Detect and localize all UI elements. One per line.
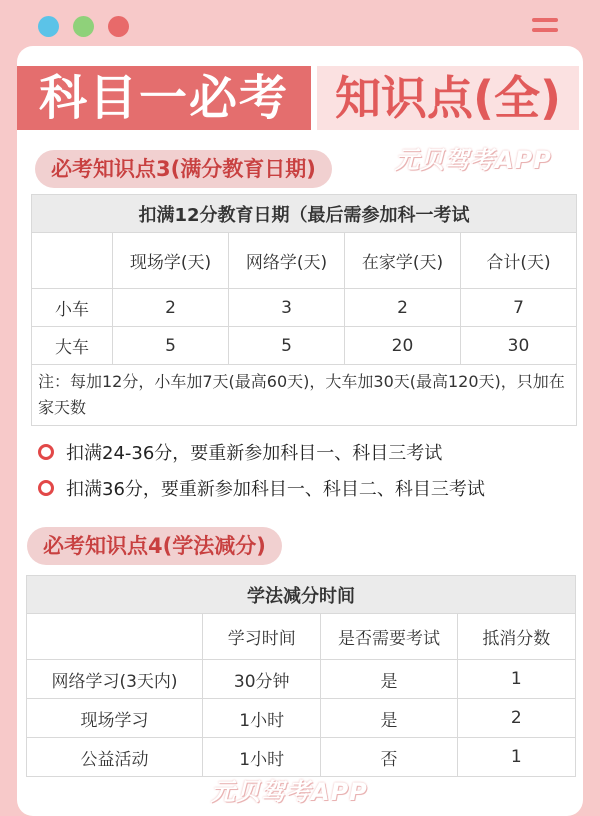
header-cell: 网络学(天) [229,233,345,289]
header-cell: 是否需要考试 [321,614,457,660]
green-dot [73,16,94,37]
section3-heading: 必考知识点3(满分教育日期) [35,150,332,188]
row-label: 小车 [32,289,113,327]
table-cell: 1 [457,738,575,777]
watermark-bottom: 元贝驾考APP [211,778,368,806]
table-row [27,738,576,777]
list-item [38,434,485,470]
row-label: 公益活动 [27,738,203,777]
table-title: 学法减分时间 [27,576,576,614]
row-label: 大车 [32,327,113,365]
table-cell: 2 [113,289,229,327]
table-cell: 是 [321,699,457,738]
table-row [27,699,576,738]
bullet-list [38,434,485,506]
table-cell: 1 [457,660,575,699]
table-cell: 1小时 [203,699,321,738]
title-left: 科目一必考 [17,66,311,130]
row-label: 现场学习 [27,699,203,738]
table-cell: 3 [229,289,345,327]
red-dot [108,16,129,37]
table-cell: 5 [113,327,229,365]
bullet-text: 扣满24-36分，要重新参加科目一、科目三考试 [66,443,443,464]
education-table [31,194,577,426]
header-cell: 抵消分数 [457,614,575,660]
score-reduction-table [26,575,576,777]
header-cell [32,233,113,289]
table-row [27,660,576,699]
ring-bullet-icon [38,444,54,460]
header-cell [27,614,203,660]
table-cell: 2 [345,289,461,327]
table-note: 注：每加12分，小车加7天(最高60天)，大车加30天(最高120天)，只加在家天数 [32,365,577,426]
ring-bullet-icon [38,480,54,496]
table-title: 扣满12分教育日期（最后需参加科一考试 [32,195,577,233]
bullet-text: 扣满36分，要重新参加科目一、科目二、科目三考试 [66,479,485,500]
header-cell: 现场学(天) [113,233,229,289]
table-cell: 30分钟 [203,660,321,699]
header-cell: 学习时间 [203,614,321,660]
table-cell: 5 [229,327,345,365]
table-row [32,327,577,365]
page-title [17,66,583,130]
header-cell: 在家学(天) [345,233,461,289]
list-item [38,470,485,506]
blue-dot [38,16,59,37]
header-cell: 合计(天) [461,233,577,289]
table-cell: 否 [321,738,457,777]
table-cell: 7 [461,289,577,327]
table-cell: 2 [457,699,575,738]
table-cell: 是 [321,660,457,699]
hamburger-icon[interactable] [532,18,558,38]
table-row [32,289,577,327]
title-right: 知识点(全) [317,66,579,130]
row-label: 网络学习(3天内) [27,660,203,699]
section4-heading: 必考知识点4(学法减分) [27,527,282,565]
table-cell: 20 [345,327,461,365]
window-dots [38,16,129,37]
watermark-top: 元贝驾考APP [395,146,552,174]
table-cell: 1小时 [203,738,321,777]
table-header-row [27,614,576,660]
table-header-row [32,233,577,289]
table-cell: 30 [461,327,577,365]
